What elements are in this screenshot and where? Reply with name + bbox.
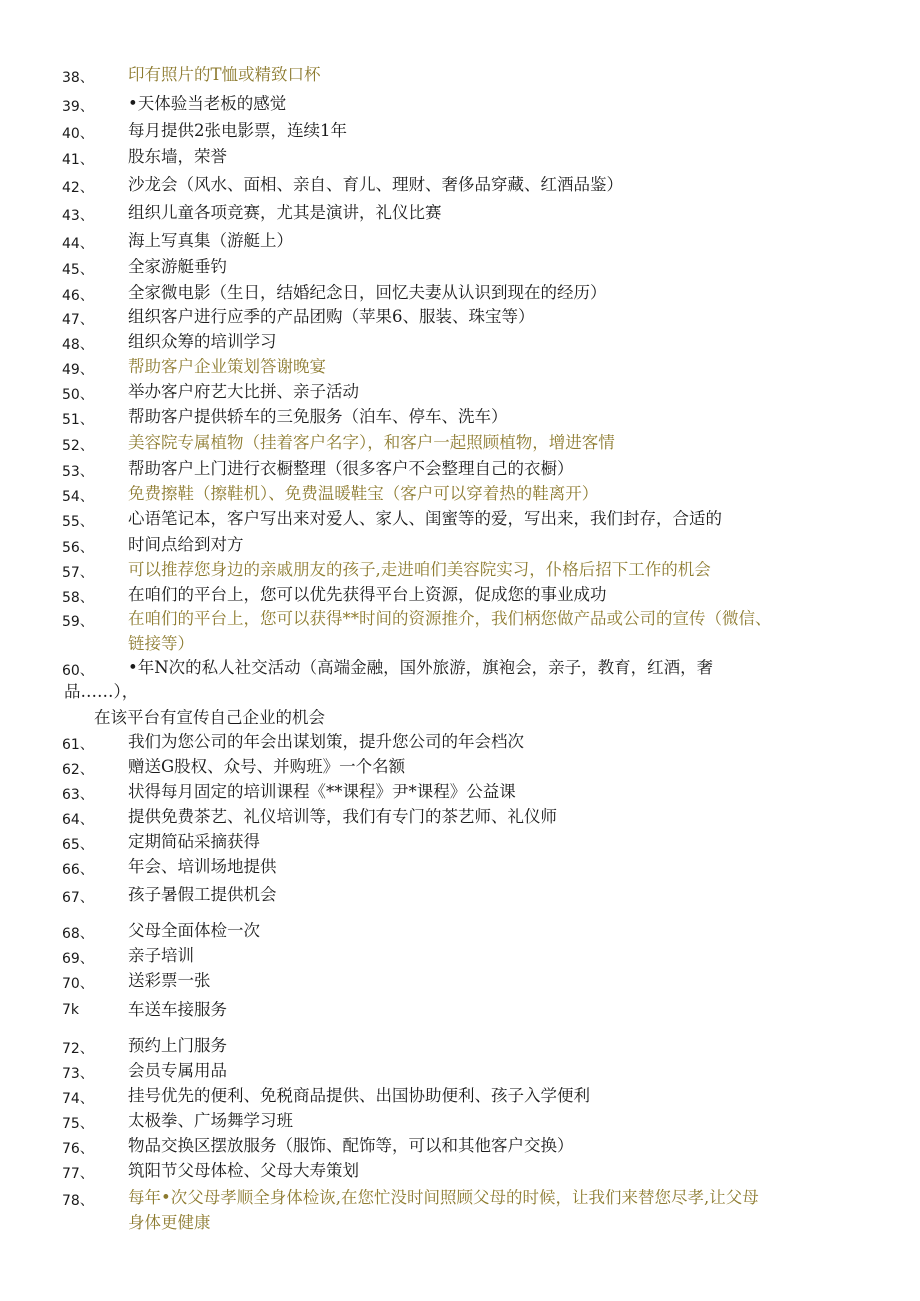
item-number: 67、 (62, 890, 94, 906)
item-text: 举办客户府艺大比拼、亲子活动 (128, 382, 359, 401)
item-number: 38、 (62, 70, 94, 86)
item-number: 47、 (62, 312, 94, 328)
list-item (0, 229, 920, 253)
list-item (0, 1186, 920, 1210)
list-item (0, 830, 920, 854)
item-number: 57、 (62, 565, 94, 581)
item-number: 42、 (62, 180, 94, 196)
item-number: 44、 (62, 236, 94, 252)
item-number: 53、 (62, 464, 94, 480)
item-number: 59、 (62, 614, 94, 630)
list-item (0, 969, 920, 993)
item-text: 可以推荐您身边的亲戚朋友的孩子,走进咱们美容院实习，仆格后招下工作的机会 (128, 560, 711, 579)
list-item (0, 730, 920, 754)
item-text: 帮助客户提供轿车的三免服务（泊车、停车、洗车） (128, 407, 508, 426)
item-number: 78、 (62, 1193, 94, 1209)
item-text: 沙龙会（风水、面相、亲自、育儿、理财、奢侈品穿藏、红酒品鉴） (128, 175, 623, 194)
item-text: 在咱们的平台上，您可以获得**时间的资源推介，我们柄您做产品或公司的宣传（微信、 (128, 609, 772, 628)
item-number: 61、 (62, 737, 94, 753)
item-number: 64、 (62, 812, 94, 828)
item-text: 送彩票一张 (128, 971, 211, 990)
item-number: 48、 (62, 337, 94, 353)
item-text: 车送车接服务 (128, 1000, 227, 1019)
item-number: 43、 (62, 208, 94, 224)
item-number: 66、 (62, 862, 94, 878)
item-number: 41、 (62, 152, 94, 168)
item-text: 在咱们的平台上，您可以优先获得平台上资源，促成您的事业成功 (128, 585, 607, 604)
list-item (0, 558, 920, 582)
item-text: 孩子暑假工提供机会 (128, 885, 277, 904)
item-number: 72、 (62, 1041, 94, 1057)
item-text: 全家游艇垂钓 (128, 257, 227, 276)
list-item (0, 883, 920, 907)
item-text: 父母全面体检一次 (128, 921, 260, 940)
item-number: 76、 (62, 1141, 94, 1157)
list-item (0, 855, 920, 879)
item-text: 海上写真集（游艇上） (128, 231, 293, 250)
item-text: 美容院专属植物（挂着客户名字），和客户一起照顾植物，增进客情 (128, 433, 615, 452)
item-text: 预约上门服务 (128, 1036, 227, 1055)
item-number: 46、 (62, 288, 94, 304)
list-item (0, 119, 920, 143)
item-number: 50、 (62, 387, 94, 403)
list-item (0, 998, 920, 1022)
item-text: 免费擦鞋（擦鞋机）、免费温暖鞋宝（客户可以穿着热的鞋离开） (128, 484, 599, 503)
item-text-continuation: 身体更健康 (128, 1213, 211, 1232)
list-item (0, 145, 920, 169)
item-text: 每年•次父母孝顺全身体检诙,在您忙没时间照顾父母的时候，让我们来替您尽孝,让父母 (128, 1188, 759, 1207)
list-item (0, 380, 920, 404)
list-item (0, 1084, 920, 1108)
item-text-continuation: 在该平台有宣传自己企业的机会 (94, 708, 325, 727)
item-text-continuation: 链接等） (128, 634, 194, 653)
item-number: 58、 (62, 590, 94, 606)
item-text: •天体验当老板的感觉 (128, 94, 287, 113)
item-number: 39、 (62, 99, 94, 115)
list-item (0, 305, 920, 329)
item-text: 赠送G股权、众号、并购班》一个名额 (128, 757, 406, 776)
item-number: 49、 (62, 362, 94, 378)
list-item (0, 92, 920, 116)
list-item (0, 755, 920, 779)
item-text: 心语笔记本，客户写出来对爱人、家人、闺蜜等的爱，写出来，我们封存，合适的 (128, 509, 722, 528)
list-item (0, 201, 920, 225)
item-text: 亲子培训 (128, 946, 194, 965)
item-number: 73、 (62, 1066, 94, 1082)
item-number: 70、 (62, 976, 94, 992)
item-number: 69、 (62, 951, 94, 967)
item-text: 全家微电影（生日，结婚纪念日，回忆夫妻从认识到现在的经历） (128, 283, 607, 302)
item-number: 77、 (62, 1166, 94, 1182)
list-item (0, 780, 920, 804)
list-item (0, 482, 920, 506)
item-number: 54、 (62, 489, 94, 505)
item-number: 56、 (62, 540, 94, 556)
list-item (0, 607, 920, 631)
item-number: 55、 (62, 514, 94, 530)
item-text: 会员专属用品 (128, 1061, 227, 1080)
item-text: 提供免费茶艺、礼仪培训等，我们有专门的茶艺师、礼仪师 (128, 807, 557, 826)
item-number: 74、 (62, 1091, 94, 1107)
item-text: 定期简砧采摘获得 (128, 832, 260, 851)
item-number: 68、 (62, 926, 94, 942)
list-item (0, 919, 920, 943)
list-item (0, 533, 920, 557)
item-text: 筑阳节父母体检、父母大寿策划 (128, 1161, 359, 1180)
list-item (0, 431, 920, 455)
item-number: 40、 (62, 126, 94, 142)
list-item (0, 805, 920, 829)
list-item (0, 63, 920, 87)
item-text: 年会、培训场地提供 (128, 857, 277, 876)
list-item (0, 330, 920, 354)
list-item (0, 405, 920, 429)
list-item (0, 355, 920, 379)
item-text: 组织众筹的培训学习 (128, 332, 277, 351)
item-number: 60、 (62, 663, 94, 679)
item-text: 印有照片的T恤或精致口杯 (128, 65, 321, 84)
list-item (0, 255, 920, 279)
item-text: 帮助客户企业策划答谢晚宴 (128, 357, 326, 376)
list-item (0, 1059, 920, 1083)
item-number: 45、 (62, 262, 94, 278)
item-text: 挂号优先的便利、免税商品提供、出国协助便利、孩子入学便利 (128, 1086, 590, 1105)
item-number: 65、 (62, 837, 94, 853)
item-text: 每月提供2张电影票，连续1年 (128, 121, 347, 140)
item-number: 52、 (62, 438, 94, 454)
item-text: 时间点给到对方 (128, 535, 244, 554)
list-item (0, 457, 920, 481)
item-text: 物品交换区摆放服务（服饰、配饰等，可以和其他客户交换） (128, 1136, 574, 1155)
item-text: 组织儿童各项竞赛，尤其是演讲，礼仪比赛 (128, 203, 442, 222)
item-text: 股东墙，荣誉 (128, 147, 227, 166)
item-text: 组织客户进行应季的产品团购（苹果6、服装、珠宝等） (128, 307, 535, 326)
list-item (0, 1034, 920, 1058)
list-item (0, 1159, 920, 1183)
list-item (0, 507, 920, 531)
list-item (0, 944, 920, 968)
item-number: 63、 (62, 787, 94, 803)
item-number: 75、 (62, 1116, 94, 1132)
item-text: 太极拳、广场舞学习班 (128, 1111, 293, 1130)
list-item (0, 281, 920, 305)
item-text: 我们为您公司的年会出谋划策，提升您公司的年会档次 (128, 732, 524, 751)
item-number: 7k (62, 1002, 80, 1018)
item-text: 状得每月固定的培训课程《**课程》尹*课程》公益课 (128, 782, 516, 801)
list-item (0, 656, 920, 680)
list-item (0, 1109, 920, 1133)
list-item (0, 583, 920, 607)
item-number: 51、 (62, 412, 94, 428)
item-text: •年N次的私人社交活动（高端金融，国外旅游，旗袍会，亲子，教育，红酒，奢 (128, 658, 714, 677)
list-item (0, 1134, 920, 1158)
item-text-continuation: 品……）， (64, 682, 139, 701)
item-text: 帮助客户上门进行衣橱整理（很多客户不会整理自己的衣橱） (128, 459, 574, 478)
item-number: 62、 (62, 762, 94, 778)
list-item (0, 173, 920, 197)
